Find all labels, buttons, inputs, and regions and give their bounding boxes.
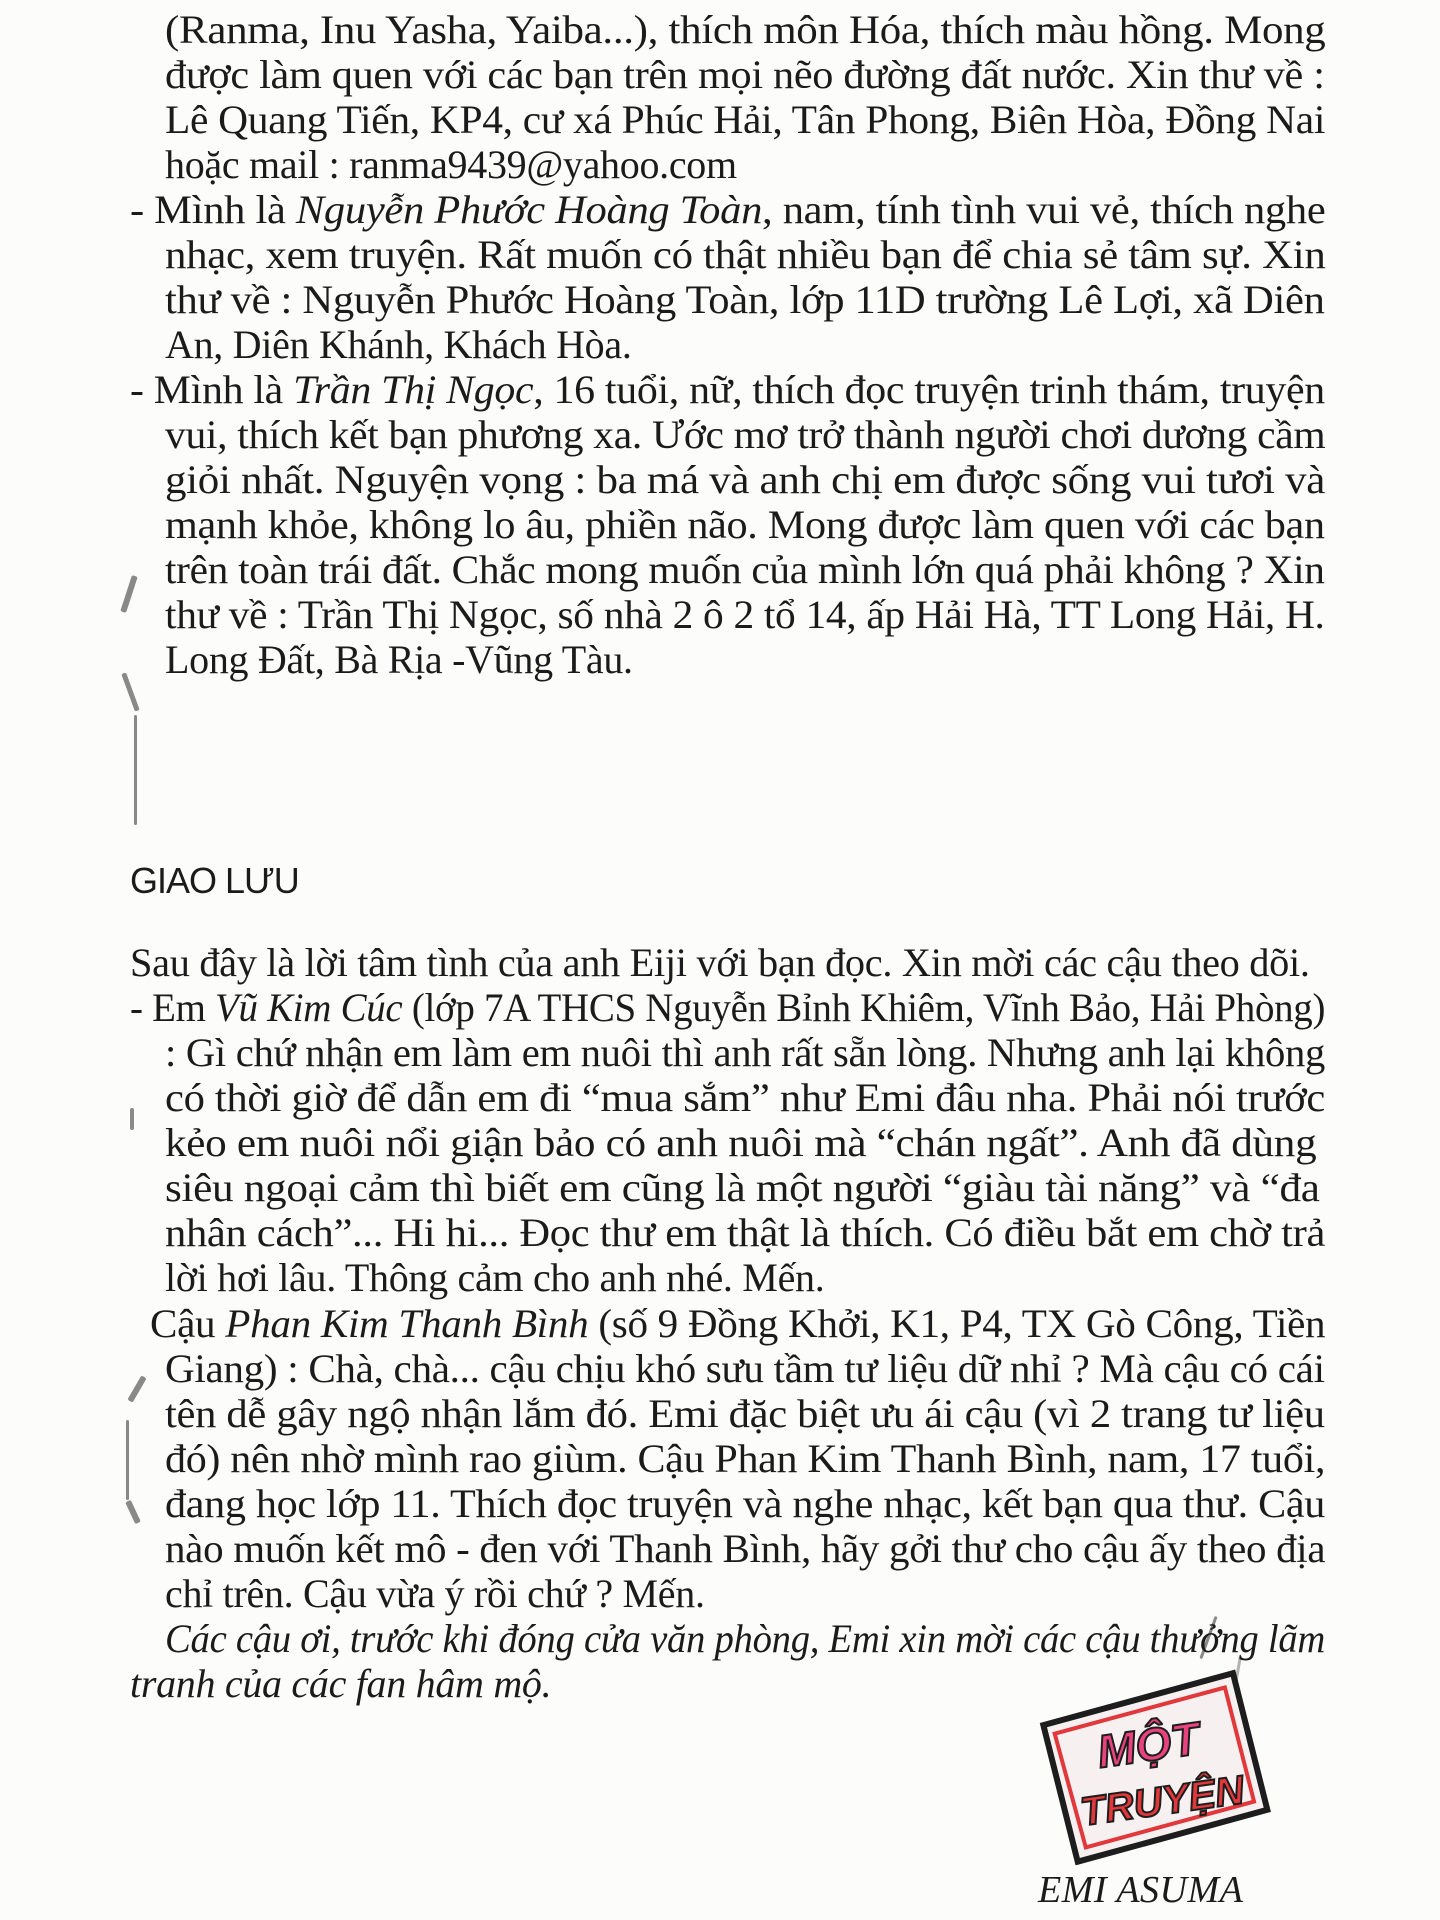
italic-text: tranh của các fan hâm mộ. — [130, 1661, 552, 1706]
author-signature: EMI ASUMA — [1038, 1869, 1244, 1911]
italic-text: Các cậu ơi, trước khi đóng cửa văn phòng, Emi xin mời các cậu thưởng lãm — [165, 1616, 1326, 1661]
text-run: được làm quen với các bạn trên mọi nẽo đường đất nước. Xin thư về : — [165, 52, 1325, 97]
text-run: (Ranma, Inu Yasha, Yaiba...), thích môn Hóa, thích màu hồng. Mong — [165, 7, 1326, 52]
margin-mark — [121, 672, 139, 711]
text-run: tên dễ gây ngộ nhận lắm đó. Emi đặc biệt ưu ái cậu (vì 2 trang tư liệu — [165, 1391, 1325, 1436]
text-run: : Gì chứ nhận em làm em nuôi thì anh rất sẵn lòng. Nhưng anh lại không — [165, 1030, 1326, 1075]
margin-mark — [126, 1420, 129, 1500]
text-run: nhạc, xem truyện. Rất muốn có thật nhiều bạn để chia sẻ tâm sự. Xin — [165, 232, 1326, 277]
text-run: trên toàn trái đất. Chắc mong muốn của mình lớn quá phải không ? Xin — [165, 547, 1325, 592]
text-run: lời hơi lâu. Thông cảm cho anh nhé. Mến. — [165, 1255, 825, 1300]
text-run: hoặc mail : ranma9439@yahoo.com — [165, 142, 737, 187]
text-run: nào muốn kết mô - đen với Thanh Bình, hãy gởi thư cho cậu ấy theo địa — [165, 1526, 1326, 1571]
text-run: Sau đây là lời tâm tình của anh Eiji với bạn đọc. Xin mời các cậu theo dõi. — [130, 940, 1310, 985]
margin-mark — [134, 715, 137, 825]
margin-mark — [130, 1108, 134, 1130]
text-run: , 16 tuổi, nữ, thích đọc truyện trinh thám, truyện — [533, 367, 1325, 412]
text-run: Giang) : Chà, chà... cậu chịu khó sưu tầm tư liệu dữ nhỉ ? Mà cậu có cái — [165, 1346, 1325, 1391]
italic-text: Nguyễn Phước Hoàng Toàn — [295, 187, 763, 232]
text-run: - Mình là — [130, 367, 294, 412]
margin-mark — [120, 575, 137, 613]
margin-mark — [125, 1500, 141, 1524]
text-run: thư về : Nguyễn Phước Hoàng Toàn, lớp 11D trường Lê Lợi, xã Diên — [165, 277, 1325, 322]
italic-text: Phan Kim Thanh Bình — [225, 1301, 589, 1346]
text-run: - Em — [130, 985, 216, 1030]
watermark-logo — [1030, 1665, 1280, 1865]
watermark-word-1: MỘT — [1093, 1711, 1203, 1778]
text-run: An, Diên Khánh, Khách Hòa. — [165, 322, 632, 367]
text-run: - Mình là — [130, 187, 296, 232]
text-run: Cậu — [150, 1301, 226, 1346]
text-line — [130, 1656, 551, 1712]
text-run: đang học lớp 11. Thích đọc truyện và nghe nhạc, kết bạn qua thư. Cậu — [165, 1481, 1326, 1526]
text-run: (số 9 Đồng Khởi, K1, P4, TX Gò Công, Tiền — [588, 1301, 1326, 1346]
text-run: có thời giờ để dẫn em đi “mua sắm” như Emi đâu nha. Phải nói trước — [165, 1075, 1326, 1120]
text-run: nhân cách”... Hi hi... Đọc thư em thật là thích. Có điều bắt em chờ trả — [165, 1210, 1326, 1255]
margin-mark — [127, 1375, 146, 1402]
text-run: đó) nên nhờ mình rao giùm. Cậu Phan Kim Thanh Bình, nam, 17 tuổi, — [165, 1436, 1326, 1481]
text-run: vui, thích kết bạn phương xa. Ước mơ trở thành người chơi dương cầm — [165, 412, 1326, 457]
text-run: Long Đất, Bà Rịa -Vũng Tàu. — [165, 637, 633, 682]
text-run: mạnh khỏe, không lo âu, phiền não. Mong được làm quen với các bạn — [165, 502, 1325, 547]
text-run: , nam, tính tình vui vẻ, thích nghe — [762, 187, 1326, 232]
text-line — [165, 632, 633, 688]
text-run: giỏi nhất. Nguyện vọng : ba má và anh chị em được sống vui tươi và — [165, 457, 1326, 502]
text-run: thư về : Trần Thị Ngọc, số nhà 2 ô 2 tổ 14, ấp Hải Hà, TT Long Hải, H. — [165, 592, 1325, 637]
text-run: kẻo em nuôi nổi giận bảo có anh nuôi mà “chán ngất”. Anh đã dùng — [165, 1120, 1317, 1165]
section-heading: GIAO LƯU — [130, 860, 299, 901]
text-run: chỉ trên. Cậu vừa ý rồi chứ ? Mến. — [165, 1571, 705, 1616]
text-run: (lớp 7A THCS Nguyễn Bỉnh Khiêm, Vĩnh Bảo, Hải Phòng) — [402, 985, 1326, 1030]
italic-text: Vũ Kim Cúc — [215, 985, 403, 1030]
italic-text: Trần Thị Ngọc — [293, 367, 534, 412]
text-run: Lê Quang Tiến, KP4, cư xá Phúc Hải, Tân Phong, Biên Hòa, Đồng Nai — [165, 97, 1326, 142]
text-run: siêu ngoại cảm thì biết em cũng là một người “giàu tài năng” và “đa — [165, 1165, 1320, 1210]
watermark-word-2: TRUYỆN — [1077, 1768, 1247, 1835]
